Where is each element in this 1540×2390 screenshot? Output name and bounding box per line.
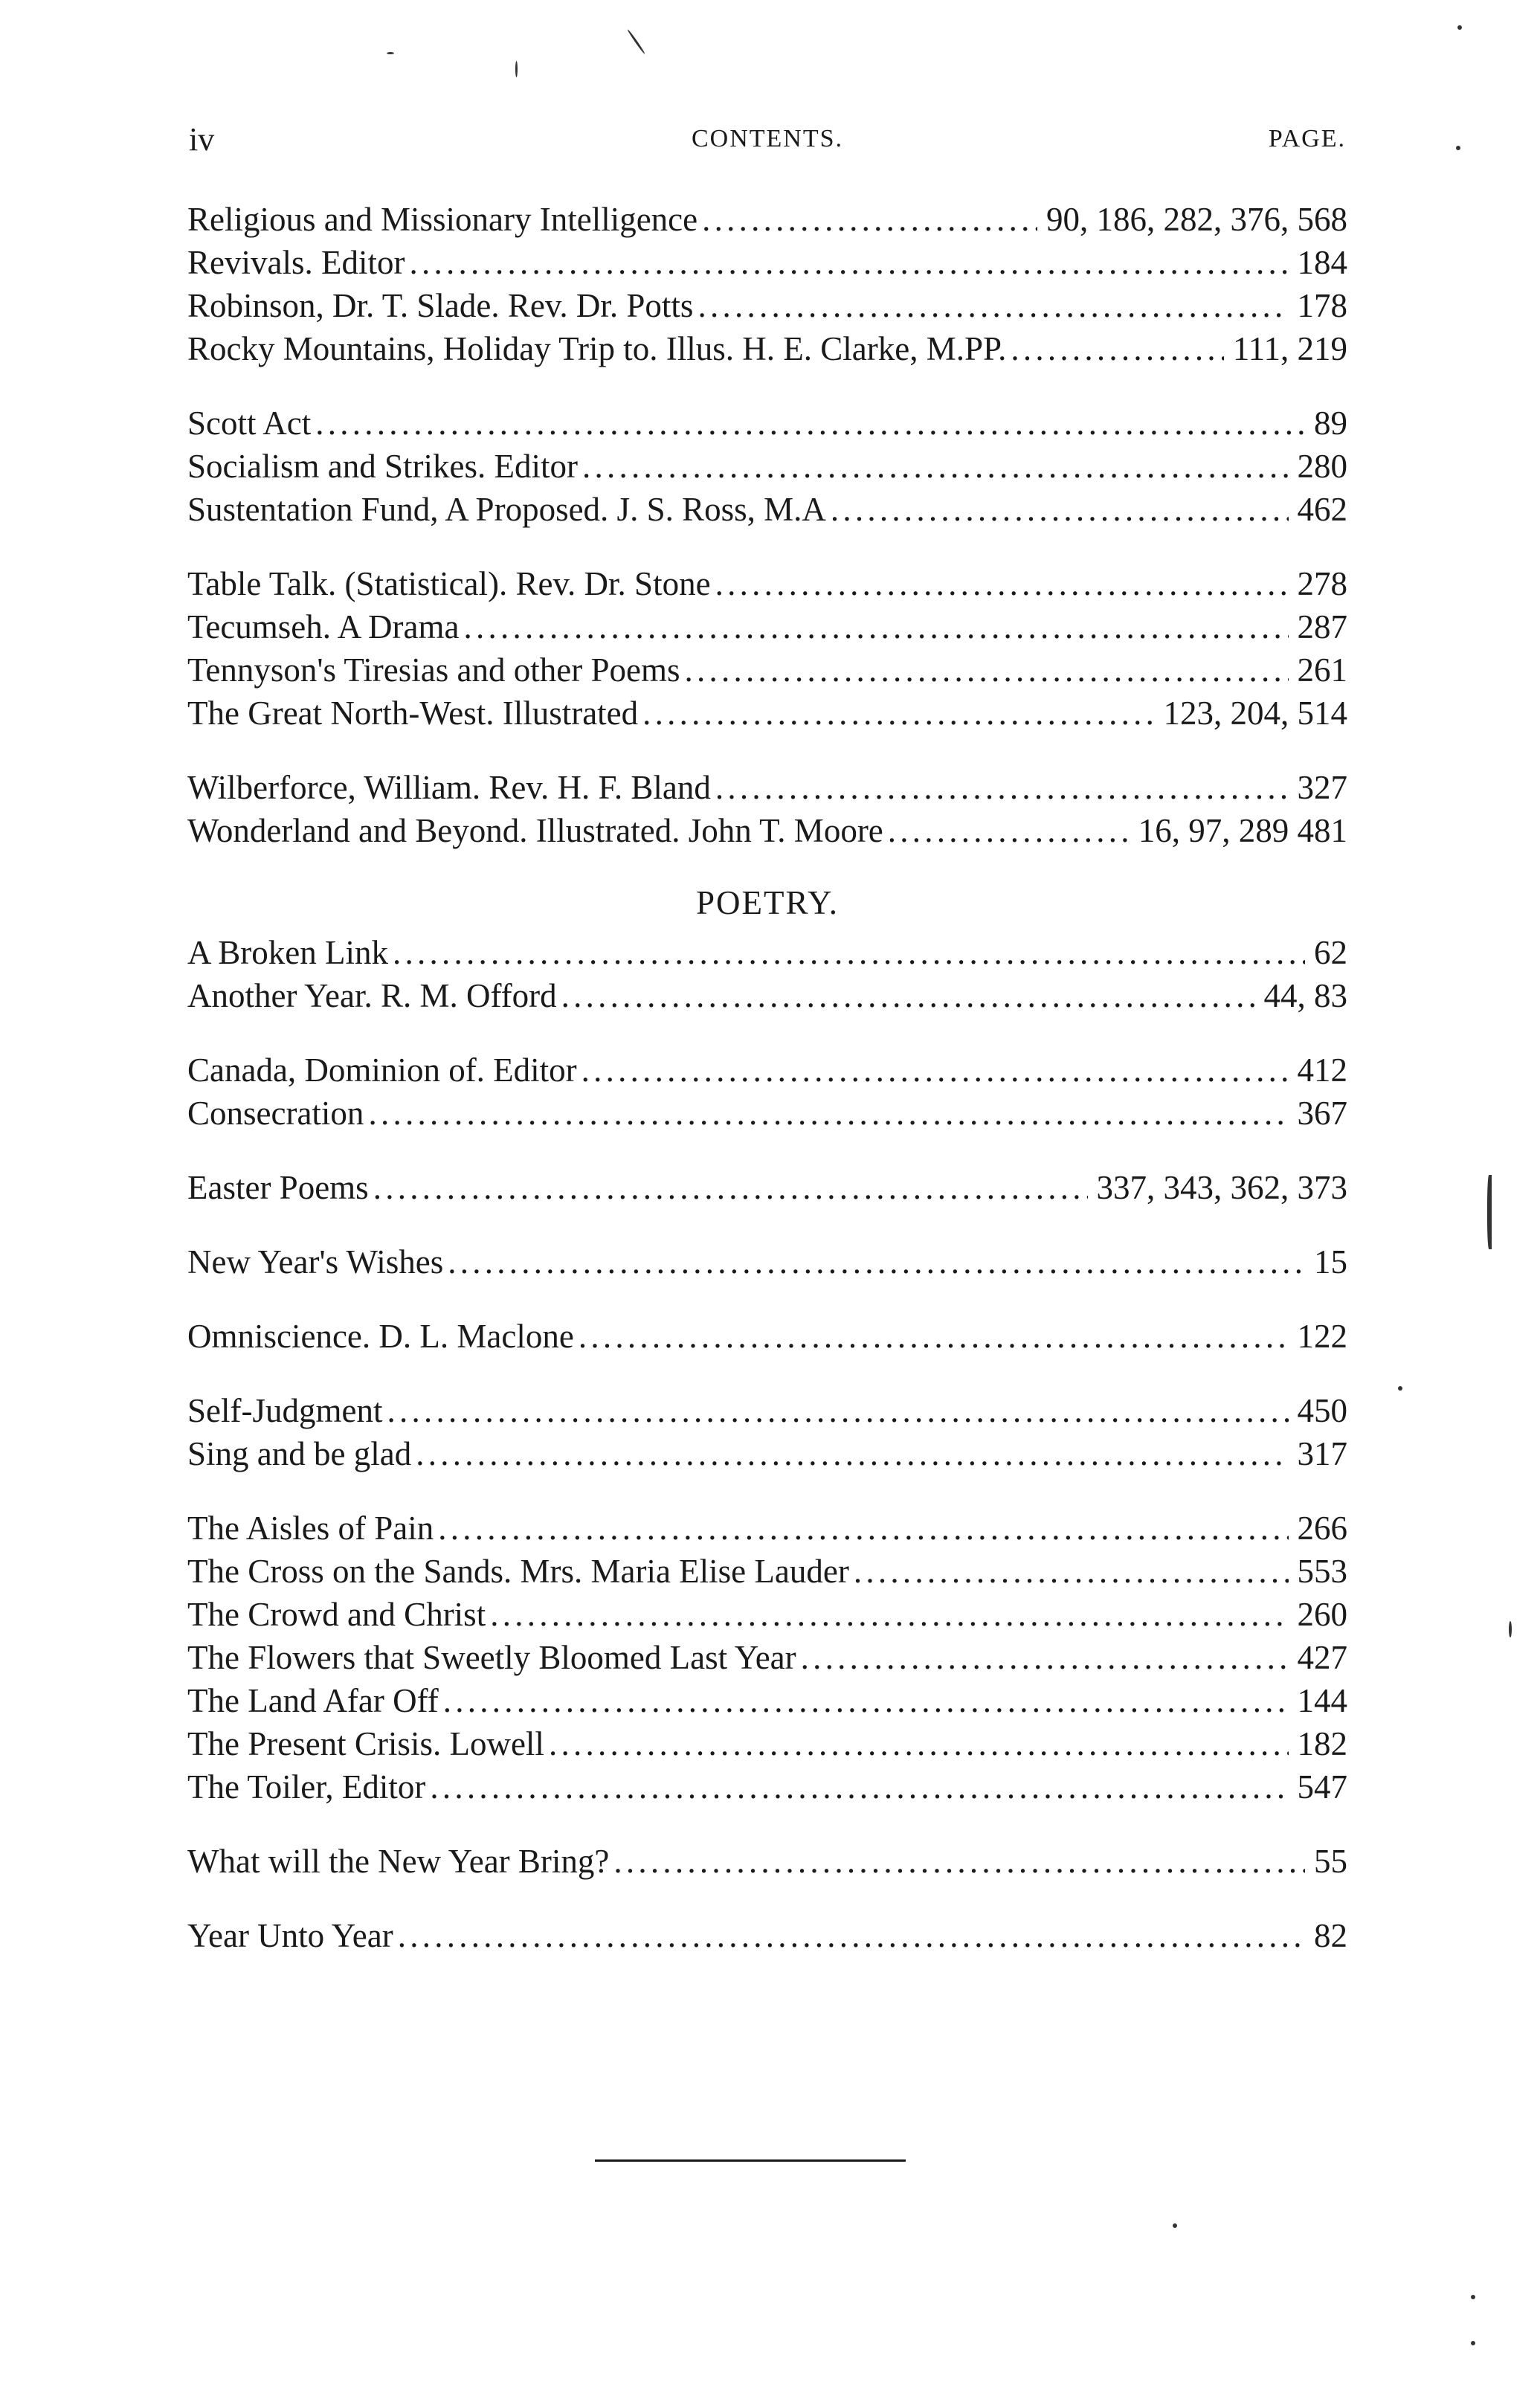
- toc-entry: [187, 1092, 1347, 1135]
- toc-entry: [187, 648, 1347, 692]
- dot-leader: [409, 241, 1288, 284]
- entry-group: [187, 198, 1347, 370]
- entry-group: [187, 562, 1347, 735]
- entry-title: Tecumseh. A Drama: [187, 608, 460, 645]
- entry-title: Canada, Dominion of. Editor: [187, 1051, 577, 1089]
- entry-group: [187, 931, 1347, 1017]
- entry-group: [187, 1507, 1347, 1808]
- entry-title: Consecration: [187, 1095, 364, 1132]
- entry-title: Robinson, Dr. T. Slade. Rev. Dr. Potts: [187, 287, 694, 324]
- entry-title: What will the New Year Bring?: [187, 1843, 610, 1880]
- entry-title: The Toiler, Editor: [187, 1768, 426, 1806]
- entry-title: Omniscience. D. L. Maclone: [187, 1318, 574, 1355]
- entry-pages: 427: [1297, 1639, 1347, 1676]
- entry-pages: 82: [1314, 1917, 1347, 1954]
- toc-entry: [187, 1722, 1347, 1765]
- entry-title: Socialism and Strikes. Editor: [187, 448, 578, 485]
- dot-leader: [373, 1166, 1088, 1209]
- scan-speck: [1173, 2223, 1177, 2228]
- entry-group: [187, 1315, 1347, 1358]
- page-header: [189, 120, 1346, 165]
- entry-title: The Cross on the Sands. Mrs. Maria Elise Lauder: [187, 1553, 849, 1590]
- entry-pages: 278: [1297, 565, 1347, 602]
- table-of-contents: [187, 198, 1347, 1988]
- toc-entry: [187, 562, 1347, 605]
- entry-pages: 367: [1297, 1095, 1347, 1132]
- scan-speck: [627, 29, 645, 54]
- entry-pages: 317: [1297, 1435, 1347, 1472]
- entry-title: Self-Judgment: [187, 1392, 383, 1429]
- entry-title: The Flowers that Sweetly Bloomed Last Year: [187, 1639, 796, 1676]
- entry-title: Easter Poems: [187, 1169, 369, 1206]
- scan-speck: [1471, 2295, 1475, 2299]
- entry-pages: 62: [1314, 934, 1347, 971]
- entry-group: [187, 1049, 1347, 1135]
- entry-group: [187, 1389, 1347, 1475]
- running-title: CONTENTS.: [691, 125, 844, 152]
- toc-entry: [187, 692, 1347, 735]
- prose-entries: [187, 198, 1347, 852]
- dot-leader: [581, 1049, 1289, 1092]
- scan-speck: [1487, 1175, 1492, 1249]
- dot-leader: [438, 1507, 1288, 1550]
- entry-pages: 412: [1297, 1051, 1347, 1089]
- entry-title: New Year's Wishes: [187, 1243, 444, 1281]
- toc-entry: [187, 1765, 1347, 1808]
- entry-pages: 260: [1297, 1596, 1347, 1633]
- toc-entry: [187, 1432, 1347, 1475]
- entry-pages: 178: [1297, 287, 1347, 324]
- dot-leader: [715, 562, 1289, 605]
- toc-entry: [187, 1636, 1347, 1679]
- entry-pages: 182: [1297, 1725, 1347, 1762]
- closing-rule: [595, 2159, 906, 2162]
- entry-pages: 16, 97, 289 481: [1138, 812, 1347, 849]
- dot-leader: [684, 648, 1288, 692]
- entry-title: The Land Afar Off: [187, 1682, 439, 1719]
- page-column-label: PAGE.: [1268, 125, 1346, 152]
- entry-title: Table Talk. (Statistical). Rev. Dr. Stone: [187, 565, 711, 602]
- dot-leader: [368, 1092, 1288, 1135]
- toc-entry: [187, 1679, 1347, 1722]
- entry-title: Religious and Missionary Intelligence: [187, 201, 698, 238]
- toc-entry: [187, 931, 1347, 974]
- entry-title: Sustentation Fund, A Proposed. J. S. Ross, M.A: [187, 491, 826, 528]
- toc-entry: [187, 809, 1347, 852]
- toc-entry: [187, 1049, 1347, 1092]
- dot-leader: [430, 1765, 1288, 1808]
- toc-entry: [187, 1840, 1347, 1883]
- toc-entry: [187, 605, 1347, 648]
- entry-title: Rocky Mountains, Holiday Trip to. Illus. H. E. Clarke, M.PP.: [187, 330, 1007, 367]
- scan-speck: [1398, 1386, 1402, 1391]
- dot-leader: [854, 1550, 1289, 1593]
- dot-leader: [697, 284, 1288, 327]
- toc-entry: [187, 445, 1347, 488]
- toc-entry: [187, 241, 1347, 284]
- dot-leader: [448, 1240, 1305, 1283]
- entry-group: [187, 1166, 1347, 1209]
- toc-entry: [187, 1166, 1347, 1209]
- entry-title: The Present Crisis. Lowell: [187, 1725, 544, 1762]
- toc-entry: [187, 974, 1347, 1017]
- entry-pages: 111, 219: [1232, 330, 1347, 367]
- dot-leader: [561, 974, 1255, 1017]
- dot-leader: [888, 809, 1130, 852]
- dot-leader: [702, 198, 1037, 241]
- entry-pages: 327: [1297, 769, 1347, 806]
- dot-leader: [416, 1432, 1288, 1475]
- entry-pages: 266: [1297, 1510, 1347, 1547]
- dot-leader: [490, 1593, 1288, 1636]
- dot-leader: [715, 766, 1289, 809]
- entry-pages: 553: [1297, 1553, 1347, 1590]
- entry-group: [187, 1240, 1347, 1283]
- poetry-heading: POETRY.: [696, 884, 839, 921]
- toc-entry: [187, 1240, 1347, 1283]
- toc-entry: [187, 1507, 1347, 1550]
- dot-leader: [1011, 327, 1224, 370]
- dot-leader: [398, 1914, 1305, 1957]
- entry-pages: 90, 186, 282, 376, 568: [1046, 201, 1347, 238]
- entry-title: Wonderland and Beyond. Illustrated. John T. Moore: [187, 812, 883, 849]
- entry-pages: 122: [1297, 1318, 1347, 1355]
- dot-leader: [315, 402, 1305, 445]
- page-number: iv: [189, 121, 215, 158]
- toc-entry: [187, 198, 1347, 241]
- dot-leader: [387, 1389, 1288, 1432]
- toc-entry: [187, 327, 1347, 370]
- entry-pages: 89: [1314, 405, 1347, 442]
- entry-pages: 144: [1297, 1682, 1347, 1719]
- entry-pages: 287: [1297, 608, 1347, 645]
- entry-pages: 280: [1297, 448, 1347, 485]
- toc-entry: [187, 1550, 1347, 1593]
- dot-leader: [582, 445, 1289, 488]
- entry-title: A Broken Link: [187, 934, 388, 971]
- scan-speck: [1456, 146, 1460, 150]
- entry-pages: 462: [1297, 491, 1347, 528]
- toc-entry: [187, 284, 1347, 327]
- entry-pages: 261: [1297, 651, 1347, 689]
- toc-entry: [187, 766, 1347, 809]
- entry-pages: 123, 204, 514: [1163, 695, 1347, 732]
- entry-pages: 15: [1314, 1243, 1347, 1281]
- entry-pages: 337, 343, 362, 373: [1096, 1169, 1347, 1206]
- dot-leader: [464, 605, 1289, 648]
- toc-entry: [187, 1914, 1347, 1957]
- entry-title: The Crowd and Christ: [187, 1596, 486, 1633]
- toc-entry: [187, 1315, 1347, 1358]
- entry-title: Year Unto Year: [187, 1917, 393, 1954]
- dot-leader: [549, 1722, 1289, 1765]
- entry-title: Wilberforce, William. Rev. H. F. Bland: [187, 769, 711, 806]
- entry-group: [187, 402, 1347, 531]
- dot-leader: [801, 1636, 1289, 1679]
- entry-title: The Great North-West. Illustrated: [187, 695, 639, 732]
- dot-leader: [642, 692, 1154, 735]
- entry-title: Sing and be glad: [187, 1435, 412, 1472]
- entry-group: [187, 766, 1347, 852]
- entry-title: Another Year. R. M. Offord: [187, 977, 557, 1014]
- entry-title: Scott Act: [187, 405, 312, 442]
- dot-leader: [831, 488, 1289, 531]
- toc-entry: [187, 1389, 1347, 1432]
- scan-speck: [1457, 25, 1462, 30]
- entry-title: Revivals. Editor: [187, 244, 405, 281]
- dot-leader: [613, 1840, 1305, 1883]
- entry-group: [187, 1840, 1347, 1883]
- scan-speck: [1509, 1621, 1512, 1637]
- toc-entry: [187, 1593, 1347, 1636]
- dot-leader: [393, 931, 1305, 974]
- entry-pages: 184: [1297, 244, 1347, 281]
- toc-entry: [187, 402, 1347, 445]
- poetry-entries: [187, 931, 1347, 1957]
- dot-leader: [443, 1679, 1289, 1722]
- entry-group: [187, 1914, 1347, 1957]
- entry-pages: 547: [1297, 1768, 1347, 1806]
- entry-title: Tennyson's Tiresias and other Poems: [187, 651, 680, 689]
- entry-pages: 55: [1314, 1843, 1347, 1880]
- scan-speck: [387, 52, 394, 54]
- entry-pages: 44, 83: [1263, 977, 1347, 1014]
- scan-speck: [1471, 2341, 1475, 2345]
- dot-leader: [579, 1315, 1289, 1358]
- scan-speck: [515, 61, 518, 77]
- entry-pages: 450: [1297, 1392, 1347, 1429]
- toc-entry: [187, 488, 1347, 531]
- entry-title: The Aisles of Pain: [187, 1510, 434, 1547]
